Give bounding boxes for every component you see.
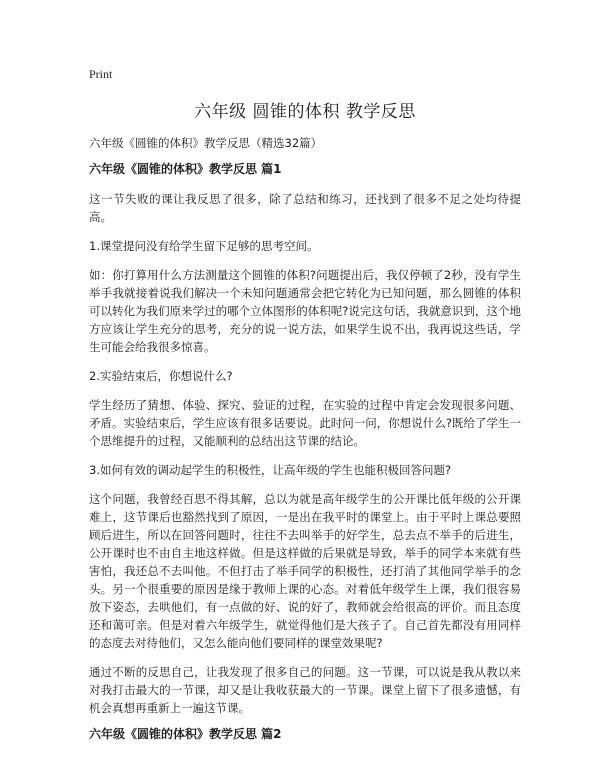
page-title: 六年级 圆锥的体积 教学反思	[194, 102, 416, 122]
print-label[interactable]: Print	[89, 67, 113, 81]
paragraph-point-1: 1.课堂提问没有给学生留下足够的思考空间。	[89, 239, 319, 253]
paragraph-point-3: 3.如何有效的调动起学生的积极性，让高年级的学生也能积极回答问题?	[89, 463, 452, 477]
paragraph-point-1-detail: 如：你打算用什么方法测量这个圆锥的体积?问题提出后，我仅停顿了2秒，没有学生举手我就接着说我们解决一个未知问题通常会把它转化为已知问题，那么圆锥的体积可以转化为我们原来学过的哪个立体图形的体积呢?说完这句话，我就意识到，这个地方应该让学生充分的思考，充分的说一说方法，如果学生说不出，我再说这些话，学生可能会给我很多惊喜。	[89, 268, 521, 354]
section-heading-1: 六年级《圆锥的体积》教学反思 篇1	[89, 162, 282, 176]
section-heading-2: 六年级《圆锥的体积》教学反思 篇2	[89, 727, 282, 741]
paragraph-conclusion: 通过不断的反思自己，让我发现了很多自己的问题。这一节课，可以说是我从教以来对我打击最大的一节课，却又是让我收获最大的一节课。课堂上留下了很多遗憾，有机会真想再重新上一遍这节课。	[89, 665, 521, 715]
paragraph-intro: 这一节失败的课让我反思了很多，除了总结和练习，还找到了很多不足之处均待提高。	[89, 192, 521, 224]
paragraph-point-3-detail: 这个问题，我曾经百思不得其解，总以为就是高年级学生的公开课比低年级的公开课难上，这节课后也豁然找到了原因，一是出在我平时的课堂上。由于平时上课总要照顾后进生，所以在回答问题时，往往不去叫举手的好学生，总去点不举手的后进生，公开课时也不由自主地这样做。但是这样做的后果就是导致，举手的同学本来就有些害怕，我还总不去叫他。不但打击了举手同学的积极性，还打消了其他同学举手的念头。另一个很重要的原因是缘于教师上课的心态。对着低年级学生上课，我们很容易放下姿态，去哄他们，有一点做的好、说的好了，教师就会给很高的评价。而且态度还和蔼可亲。但是对着六年级学生，就觉得他们是大孩子了。自己首先都没有用同样的态度去对待他们，又怎么能向他们要同样的课堂效果呢?	[89, 492, 521, 650]
paragraph-point-2: 2.实验结束后，你想说什么?	[89, 369, 233, 383]
paragraph-point-2-detail: 学生经历了猜想、体验、探究、验证的过程，在实验的过程中肯定会发现很多问题、矛盾。实验结束后，学生应该有很多话要说。此时问一问，你想说什么?既给了学生一个思维提升的过程，又能顺利的总结出这节课的结论。	[89, 398, 521, 448]
document-page	[89, 66, 521, 755]
document-subtitle: 六年级《圆锥的体积》教学反思（精选32篇）	[89, 136, 323, 150]
